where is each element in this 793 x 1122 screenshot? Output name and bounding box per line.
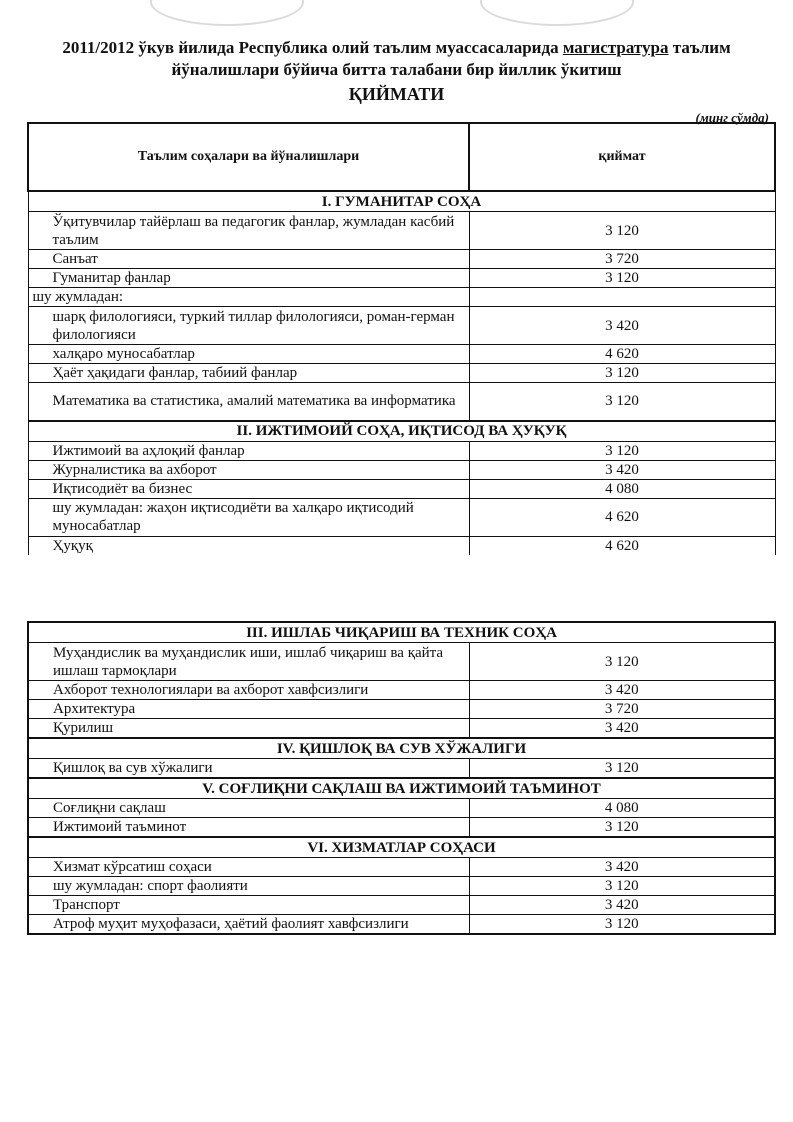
table-row bbox=[28, 681, 775, 700]
direction-name: шарқ филологияси, туркий тиллар филологияси, роман-герман филологияси bbox=[28, 307, 469, 345]
price-value: 4 080 bbox=[469, 799, 775, 818]
direction-name: Транспорт bbox=[28, 896, 469, 915]
section-title: I. ГУМАНИТАР СОҲА bbox=[28, 191, 775, 212]
price-value: 3 120 bbox=[469, 818, 775, 838]
table-row bbox=[28, 759, 775, 779]
title-underlined-text: магистратура bbox=[562, 38, 669, 57]
table-header-row bbox=[28, 123, 775, 191]
price-value: 3 420 bbox=[469, 460, 775, 479]
table-row bbox=[28, 364, 775, 383]
table-row bbox=[28, 896, 775, 915]
direction-name: Соғлиқни сақлаш bbox=[28, 799, 469, 818]
direction-name: шу жумладан: спорт фаолияти bbox=[28, 877, 469, 896]
price-value: 3 720 bbox=[469, 700, 775, 719]
table-row bbox=[28, 858, 775, 877]
table-row bbox=[28, 799, 775, 818]
section-title: III. ИШЛАБ ЧИҚАРИШ ВА ТЕХНИК СОҲА bbox=[28, 622, 775, 643]
direction-name: Ўқитувчилар тайёрлаш ва педагогик фанлар, жумладан касбий таълим bbox=[28, 212, 469, 250]
direction-name: Ижтимоий таъминот bbox=[28, 818, 469, 838]
price-value: 3 420 bbox=[469, 307, 775, 345]
table-row bbox=[28, 877, 775, 896]
section-header-row bbox=[28, 191, 775, 212]
section-header-row bbox=[28, 837, 775, 858]
section-title: II. ИЖТИМОИЙ СОҲА, ИҚТИСОД ВА ҲУҚУҚ bbox=[28, 421, 775, 442]
price-value: 3 120 bbox=[469, 877, 775, 896]
stamp-seal bbox=[150, 0, 304, 26]
direction-name: халқаро муносабатлар bbox=[28, 345, 469, 364]
title-text: таълим bbox=[668, 38, 731, 57]
price-value: 3 120 bbox=[469, 364, 775, 383]
direction-name: Ижтимоий ва аҳлоқий фанлар bbox=[28, 441, 469, 460]
direction-name: Журналистика ва ахборот bbox=[28, 460, 469, 479]
direction-name: Санъат bbox=[28, 250, 469, 269]
price-value: 3 120 bbox=[469, 212, 775, 250]
unit-note: (минг сўмда) bbox=[695, 110, 769, 125]
price-value: 3 420 bbox=[469, 858, 775, 877]
column-header-name: Таълим соҳалари ва йўналишлари bbox=[28, 123, 469, 191]
price-value: 3 420 bbox=[469, 681, 775, 700]
table-row bbox=[28, 288, 775, 307]
table-row bbox=[28, 536, 775, 555]
table-row bbox=[28, 479, 775, 498]
section-header-row bbox=[28, 778, 775, 799]
direction-name: Иқтисодиёт ва бизнес bbox=[28, 479, 469, 498]
direction-name: Хизмат кўрсатиш соҳаси bbox=[28, 858, 469, 877]
price-value: 4 620 bbox=[469, 345, 775, 364]
table-row bbox=[28, 700, 775, 719]
direction-name: Ҳуқуқ bbox=[28, 536, 469, 555]
column-header-price: қиймат bbox=[469, 123, 775, 191]
direction-name: Қишлоқ ва сув хўжалиги bbox=[28, 759, 469, 779]
price-value bbox=[469, 288, 775, 307]
table-row bbox=[28, 307, 775, 345]
section-title: IV. ҚИШЛОҚ ВА СУВ ХЎЖАЛИГИ bbox=[28, 738, 775, 759]
table-row bbox=[28, 212, 775, 250]
price-value: 3 420 bbox=[469, 719, 775, 739]
direction-name: Қурилиш bbox=[28, 719, 469, 739]
table-row bbox=[28, 915, 775, 935]
price-value: 4 620 bbox=[469, 498, 775, 536]
section-header-row bbox=[28, 738, 775, 759]
price-value: 3 120 bbox=[469, 383, 775, 421]
title-text: 2011/2012 ўкув йилида Республика олий таълим муассасаларида bbox=[62, 38, 563, 57]
price-value: 3 120 bbox=[469, 269, 775, 288]
table-row bbox=[28, 818, 775, 838]
cost-table-part1 bbox=[27, 122, 776, 555]
direction-name: Муҳандислик ва муҳандислик иши, ишлаб чиқариш ва қайта ишлаш тармоқлари bbox=[28, 643, 469, 681]
table-row bbox=[28, 383, 775, 421]
direction-name: Архитектура bbox=[28, 700, 469, 719]
direction-name: шу жумладан: bbox=[28, 288, 469, 307]
price-value: 3 420 bbox=[469, 896, 775, 915]
table-row bbox=[28, 643, 775, 681]
table-row bbox=[28, 250, 775, 269]
direction-name: Ҳаёт ҳақидаги фанлар, табиий фанлар bbox=[28, 364, 469, 383]
table-row bbox=[28, 441, 775, 460]
table-row bbox=[28, 498, 775, 536]
direction-name: шу жумладан: жаҳон иқтисодиёти ва халқаро иқтисодий муносабатлар bbox=[28, 498, 469, 536]
document-title bbox=[0, 38, 793, 58]
price-value: 4 080 bbox=[469, 479, 775, 498]
price-value: 4 620 bbox=[469, 536, 775, 555]
price-value: 3 120 bbox=[469, 643, 775, 681]
table-row bbox=[28, 460, 775, 479]
table-row bbox=[28, 719, 775, 739]
table-row bbox=[28, 345, 775, 364]
section-header-row bbox=[28, 622, 775, 643]
document-title-line2: йўналишлари бўйича битта талабани бир йиллик ўкитиш bbox=[171, 60, 622, 79]
direction-name: Математика ва статистика, амалий математика ва информатика bbox=[28, 383, 469, 421]
stamp-seal bbox=[480, 0, 634, 26]
cost-table-part2 bbox=[27, 621, 776, 935]
section-title: VI. ХИЗМАТЛАР СОҲАСИ bbox=[28, 837, 775, 858]
document-title-line3: ҚИЙМАТИ bbox=[348, 84, 445, 104]
price-value: 3 120 bbox=[469, 759, 775, 779]
table-row bbox=[28, 269, 775, 288]
price-value: 3 120 bbox=[469, 915, 775, 935]
price-value: 3 120 bbox=[469, 441, 775, 460]
section-header-row bbox=[28, 421, 775, 442]
direction-name: Атроф муҳит муҳофазаси, ҳаётий фаолият хавфсизлиги bbox=[28, 915, 469, 935]
direction-name: Ахборот технологиялари ва ахборот хавфсизлиги bbox=[28, 681, 469, 700]
direction-name: Гуманитар фанлар bbox=[28, 269, 469, 288]
price-value: 3 720 bbox=[469, 250, 775, 269]
section-title: V. СОҒЛИҚНИ САҚЛАШ ВА ИЖТИМОИЙ ТАЪМИНОТ bbox=[28, 778, 775, 799]
